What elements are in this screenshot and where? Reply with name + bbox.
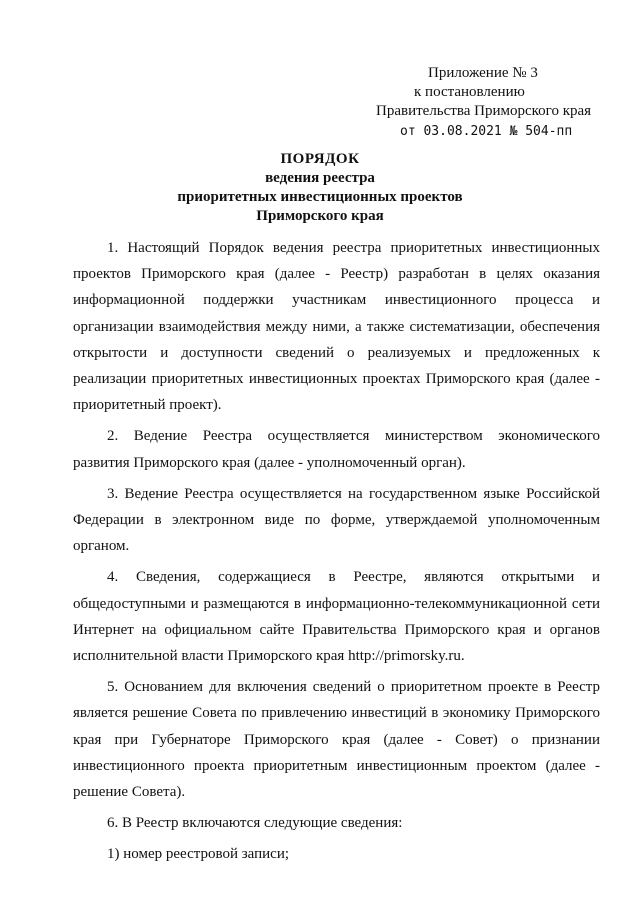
paragraph-2: 2. Ведение Реестра осуществляется министерством экономического развития Приморского края (далее - уполномоченный орган). [73, 428, 600, 471]
document-title [0, 150, 640, 226]
appendix-issuer: Правительства Приморского края [376, 103, 592, 119]
paragraph-4: 4. Сведения, содержащиеся в Реестре, являются открытыми и общедоступными и размещаются в информационно-телекоммуникационной сети Интернет на официальном сайте Правительства Приморского края и органов исполнительной власти Приморского края http://primorsky.ru. [73, 569, 600, 665]
paragraph-7: 1) номер реестровой записи; [107, 846, 290, 863]
appendix-number: Приложение № 3 [428, 65, 538, 81]
appendix-date-number: от 03.08.2021 № 504-пп [400, 124, 573, 139]
paragraph-3: 3. Ведение Реестра осуществляется на государственном языке Российской Федерации в электронном виде по форме, утверждаемой уполномоченным органом. [73, 485, 600, 555]
paragraph-6: 6. В Реестр включаются следующие сведения: [107, 815, 403, 832]
title-line-4: Приморского края [256, 208, 384, 224]
document-body [73, 235, 600, 868]
appendix-block [370, 64, 610, 141]
appendix-reference: к постановлению [414, 84, 525, 100]
paragraph-1: 1. Настоящий Порядок ведения реестра приоритетных инвестиционных проектов Приморского края (далее - Реестр) разработан в целях оказания информационной поддержки участникам инвестиционного процесса и организации взаимодействия между ними, а также систематизации, обеспечения открытости и доступности сведений о реализуемых и предложенных к реализации приоритетных инвестиционных проектах Приморского края (далее - приоритетный проект). [73, 240, 600, 414]
title-line-3: приоритетных инвестиционных проектов [177, 189, 463, 205]
paragraph-5: 5. Основанием для включения сведений о приоритетном проекте в Реестр является решение Совета по привлечению инвестиций в экономику Приморского края при Губернаторе Приморского края (далее - Совет) о признании инвестиционного проекта приоритетным инвестиционным проектом (далее - решение Совета). [73, 679, 600, 801]
title-line-1: ПОРЯДОК [280, 151, 360, 167]
title-line-2: ведения реестра [265, 170, 375, 186]
